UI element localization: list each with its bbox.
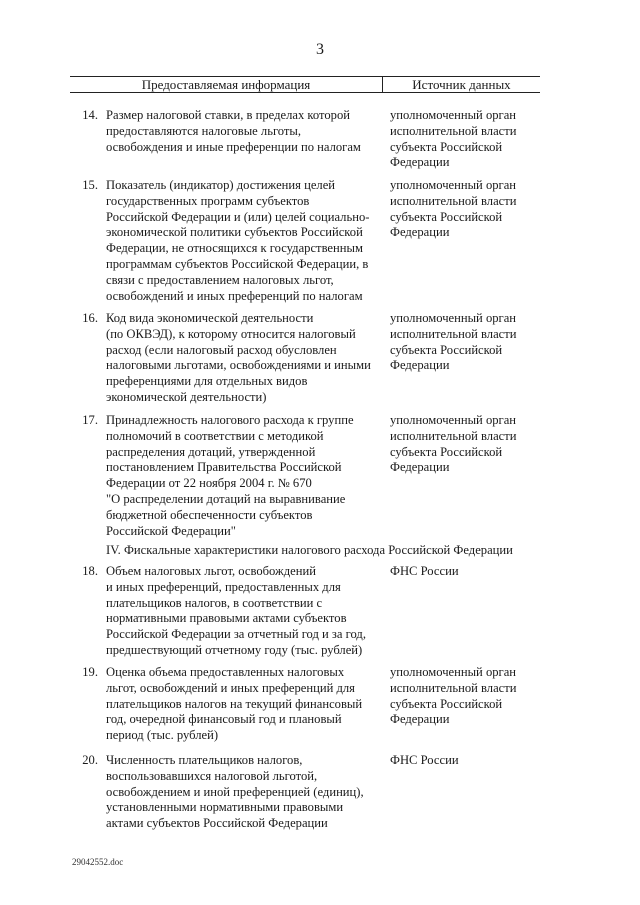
row-description: Численность плательщиков налогов, воспользовавшихся налоговой льготой, освобождением и иной преференцией (единиц), установленными нормативными правовыми актами субъектов Российской Федерации: [106, 753, 364, 831]
row-description: Объем налоговых льгот, освобождений и иных преференций, предоставленных для плательщиков налогов, в соответствии с нормативными правовыми актами субъектов Российской Федерации за отчетный год и за год, предшествующий отчетному году (тыс. рублей): [106, 564, 366, 657]
row-number: 15.: [82, 178, 98, 192]
column-header-info: Предоставляемая информация: [141, 77, 311, 92]
row-source: уполномоченный орган исполнительной власти субъекта Российской Федерации: [390, 178, 517, 240]
row-number: 16.: [82, 311, 98, 325]
row-source: уполномоченный орган исполнительной власти субъекта Российской Федерации: [390, 665, 517, 727]
row-number: 14.: [82, 108, 98, 122]
row-description: Оценка объема предоставленных налоговых льгот, освобождений и иных преференций для плательщиков налогов на текущий финансовый год, очередной финансовый год и плановый период (тыс. рублей): [106, 665, 363, 743]
row-source: уполномоченный орган исполнительной власти субъекта Российской Федерации: [390, 108, 517, 170]
column-header-source: Источник данных: [412, 77, 511, 92]
row-source: ФНС России: [390, 753, 459, 767]
section-title: IV. Фискальные характеристики налогового расхода Российской Федерации: [106, 543, 513, 557]
row-number: 19.: [82, 665, 98, 679]
document-filename-footer: 29042552.doc: [72, 857, 124, 867]
row-description: Код вида экономической деятельности (по ОКВЭД), к которому относится налоговый расход (если налоговый расход обусловлен налоговыми льготами, освобождениями и иными преференциями для отдельных видов экономической деятельности): [106, 311, 371, 404]
row-description: Принадлежность налогового расхода к группе полномочий в соответствии с методикой распределения дотаций, утвержденной постановлением Правительства Российской Федерации от 22 ноября 2004 г. № 670 "О распределении дотаций на выравнивание бюджетной обеспеченности субъектов Российской Федерации": [106, 413, 354, 538]
row-source: уполномоченный орган исполнительной власти субъекта Российской Федерации: [390, 413, 517, 475]
row-description: Показатель (индикатор) достижения целей государственных программ субъектов Российской Федерации и (или) целей социально- экономической политики субъектов Российской Федерации, не относящихся к государственным программам субъектов Российской Федерации, в связи с предоставлением налоговых льгот, освобождений и иных преференций по налогам: [106, 178, 370, 303]
row-number: 17.: [82, 413, 98, 427]
page-number: 3: [316, 41, 324, 58]
row-number: 18.: [82, 564, 98, 578]
row-number: 20.: [82, 753, 98, 767]
row-source: уполномоченный орган исполнительной власти субъекта Российской Федерации: [390, 311, 517, 373]
row-source: ФНС России: [390, 564, 459, 578]
row-description: Размер налоговой ставки, в пределах которой предоставляются налоговые льготы, освобождения и иные преференции по налогам: [106, 108, 361, 154]
